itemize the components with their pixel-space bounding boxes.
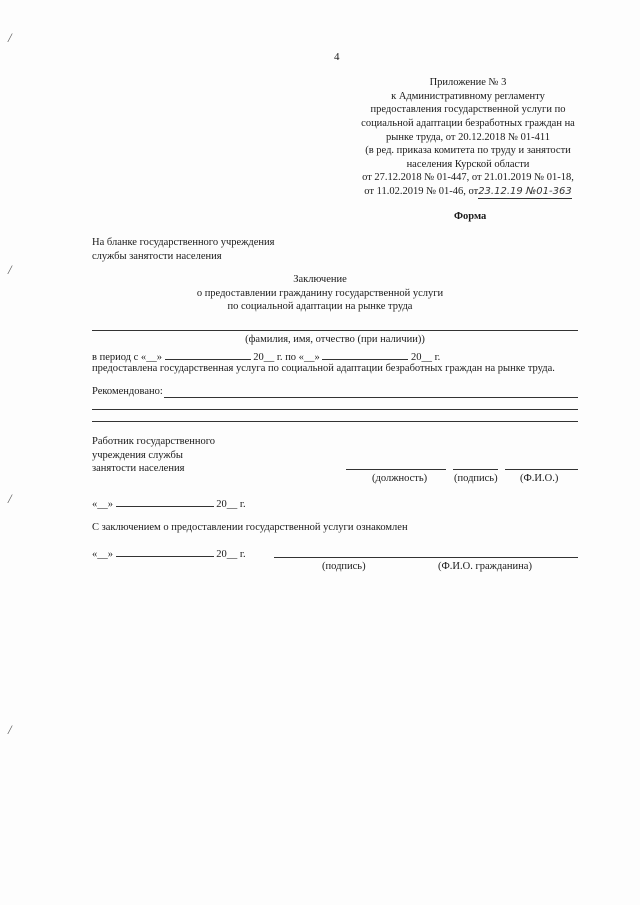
recommended-underline-1 [164, 397, 578, 398]
period-from-day-blank: __ [146, 352, 157, 363]
date1-year-blank: __ [226, 499, 238, 510]
page-number: 4 [334, 51, 340, 63]
appendix-line: рынке труда, от 20.12.2018 № 01-411 [386, 131, 550, 143]
worker-signature-underline [453, 469, 498, 470]
citizen-fio-underline [410, 557, 578, 558]
appendix-line: населения Курской области [406, 158, 530, 170]
worker-position-caption: (должность) [372, 473, 428, 484]
letterhead [92, 236, 275, 263]
period-to-day-blank: __ [303, 352, 315, 363]
form-label: Форма [454, 211, 487, 222]
period-close-quote: » [156, 352, 162, 363]
worker-position-underline [346, 469, 446, 470]
margin-mark-2: / [8, 262, 12, 277]
period-from-month-blank [165, 349, 251, 360]
date-line-1 [92, 496, 246, 512]
worker-block [92, 435, 215, 476]
recommended-underline-3 [92, 421, 578, 422]
period-po: по « [285, 352, 304, 363]
handwritten-amendment: 23.12.19 №01-363 [478, 186, 572, 198]
appendix-line: (в ред. приказа комитета по труду и занятости [365, 145, 571, 157]
period-from-year-prefix: 20 [253, 352, 264, 363]
date1-open-quote: « [92, 499, 98, 510]
appendix-last-line-prefix: от 11.02.2019 № 01-46, от [364, 186, 479, 198]
date2-open-quote: « [92, 549, 98, 560]
acquainted-line: С заключением о предоставлении государственной услуги ознакомлен [92, 522, 408, 533]
citizen-fio-caption: (Ф.И.О. гражданина) [438, 561, 532, 572]
appendix-line: Приложение № 3 [429, 77, 507, 88]
date1-day-blank: __ [97, 499, 108, 510]
date1-g: г. [239, 499, 246, 510]
date1-year-prefix: 20 [216, 499, 227, 510]
letterhead-line: службы занятости населения [92, 250, 222, 262]
date1-close-quote: » [107, 499, 113, 510]
margin-mark-4: / [8, 722, 12, 737]
appendix-block [352, 76, 584, 199]
worker-line: учреждения службы [92, 449, 183, 461]
appendix-line: предоставления государственной услуги по [370, 104, 566, 116]
service-line: предоставлена государственная услуга по социальной адаптации безработных граждан на рынке труда. [92, 363, 555, 374]
date2-year-prefix: 20 [216, 549, 227, 560]
appendix-last-line [352, 185, 584, 199]
period-to-close-quote: » [314, 352, 320, 363]
document-title [150, 273, 490, 314]
worker-fio-caption: (Ф.И.О.) [520, 473, 559, 484]
period-to-g: г. [434, 352, 441, 363]
margin-mark-3: / [8, 491, 12, 506]
date-line-2 [92, 546, 246, 562]
period-to-month-blank [322, 349, 408, 360]
period-from-year-blank: __ [263, 352, 275, 363]
title-line: по социальной адаптации на рынке труда [227, 301, 413, 313]
fio-underline [92, 330, 578, 331]
citizen-signature-underline [274, 557, 410, 558]
worker-fio-underline [505, 469, 578, 470]
margin-mark-1: / [8, 30, 12, 45]
title-line: о предоставлении гражданину государственной услуги [196, 287, 444, 299]
recommended-label: Рекомендовано: [92, 386, 163, 397]
date2-month-blank [116, 546, 214, 557]
citizen-signature-caption: (подпись) [322, 561, 366, 572]
date2-close-quote: » [107, 549, 113, 560]
appendix-line: к Административному регламенту [391, 90, 545, 102]
recommended-underline-2 [92, 409, 578, 410]
appendix-line: социальной адаптации безработных граждан на [361, 117, 575, 129]
appendix-line: от 27.12.2018 № 01-447, от 21.01.2019 № 01-18, [362, 172, 574, 184]
title-line: Заключение [293, 274, 347, 285]
letterhead-line: На бланке государственного учреждения [92, 237, 275, 248]
period-from-g: г. [276, 352, 283, 363]
worker-line: Работник государственного [92, 436, 216, 447]
period-to-year-prefix: 20 [410, 352, 422, 363]
period-start: в период с « [92, 352, 147, 363]
date2-g: г. [239, 549, 246, 560]
fio-caption: (фамилия, имя, отчество (при наличии)) [245, 334, 425, 345]
period-to-year-blank: __ [421, 352, 432, 363]
worker-line: занятости населения [92, 463, 185, 475]
date2-day-blank: __ [97, 549, 108, 560]
date2-year-blank: __ [226, 549, 238, 560]
date1-month-blank [116, 496, 214, 507]
worker-signature-caption: (подпись) [454, 473, 498, 484]
